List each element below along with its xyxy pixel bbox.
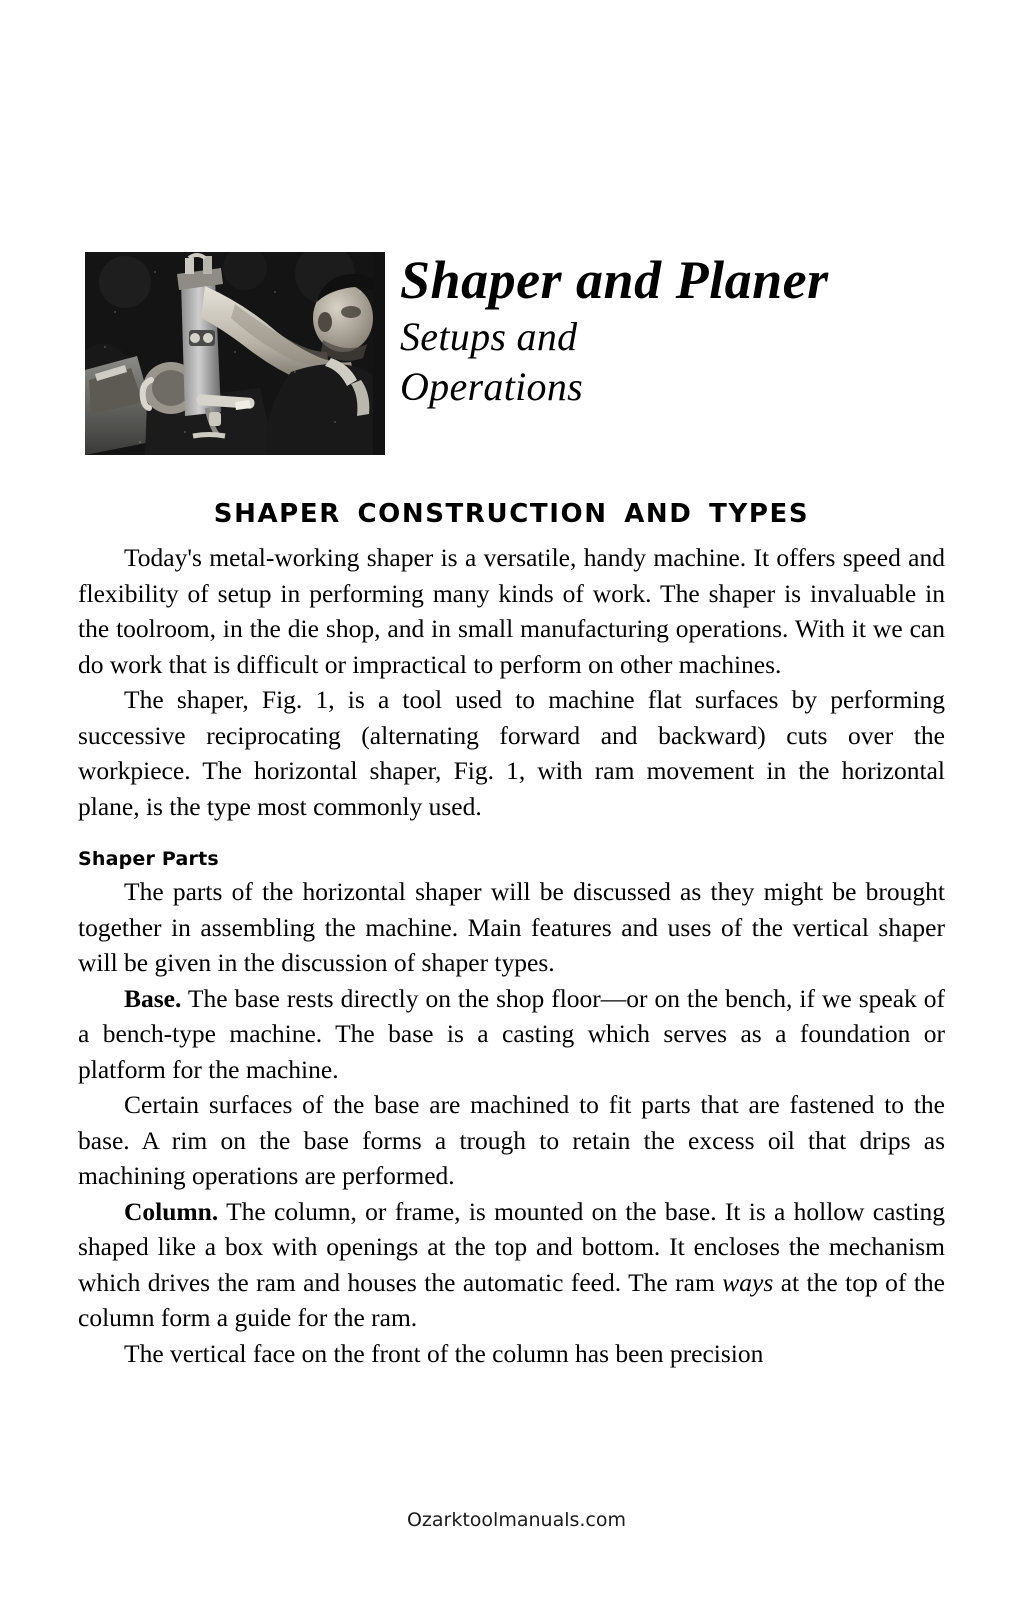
- paragraph-base: [78, 981, 945, 1088]
- emphasis-ways: ways: [722, 1267, 774, 1297]
- photo-illustration: [85, 252, 385, 455]
- masthead-title-block: [400, 248, 945, 412]
- section-heading: SHAPER CONSTRUCTION AND TYPES: [213, 499, 810, 529]
- paragraph-column-text-a: The column, or frame, is mounted on the base. It is a hollow casting shaped like a box with openings at the top and bottom. It encloses the mechanism which drives the ram and houses the automatic feed. The ram: [78, 1196, 945, 1297]
- paragraph-column: [78, 1194, 945, 1336]
- paragraph-intro: Today's metal-working shaper is a versatile, handy machine. It offers speed and flexibility of setup in performing many kinds of work. The shaper is invaluable in the toolroom, in the die shop, and in small manufacturing operations. With it we can do work that is difficult or impractical to perform on other machines.: [78, 543, 945, 679]
- page-title-line3: Operations: [400, 364, 583, 409]
- run-in-head-base: Base.: [124, 983, 182, 1013]
- article-body: [78, 498, 945, 1371]
- page-title-main: Shaper and Planer: [400, 250, 829, 310]
- subheading-shaper-parts: Shaper Parts: [78, 848, 219, 870]
- paragraph-base-surfaces: Certain surfaces of the base are machined to fit parts that are fastened to the base. A rim on the base forms a trough to retain the excess oil that drips as machining operations are performed.: [78, 1090, 945, 1190]
- run-in-head-column: Column.: [124, 1196, 219, 1226]
- paragraph-base-text: The base rests directly on the shop floor—or on the bench, if we speak of a bench-type machine. The base is a casting which serves as a foundation or platform for the machine.: [78, 983, 945, 1084]
- footer-watermark: Ozarktoolmanuals.com: [406, 1509, 627, 1531]
- page-footer: [0, 1508, 1033, 1532]
- paragraph-vertical-face: The vertical face on the front of the column has been precision: [124, 1338, 764, 1368]
- page-title-line2: Setups and: [400, 314, 578, 359]
- paragraph-column-text-b: at the top of the column form a guide for the ram.: [78, 1267, 945, 1332]
- paragraph-parts-overview: The parts of the horizontal shaper will be discussed as they might be brought together in assembling the machine. Main features and uses of the vertical shaper will be given in the discussion of shaper types.: [78, 877, 945, 977]
- shaper-machine-photo: [85, 252, 385, 455]
- paragraph-shaper-definition: The shaper, Fig. 1, is a tool used to machine flat surfaces by performing successive reciprocating (alternating forward and backward) cuts over the workpiece. The horizontal shaper, Fig. 1, with ram movement in the horizontal plane, is the type most commonly used.: [78, 685, 945, 821]
- masthead: [85, 252, 945, 462]
